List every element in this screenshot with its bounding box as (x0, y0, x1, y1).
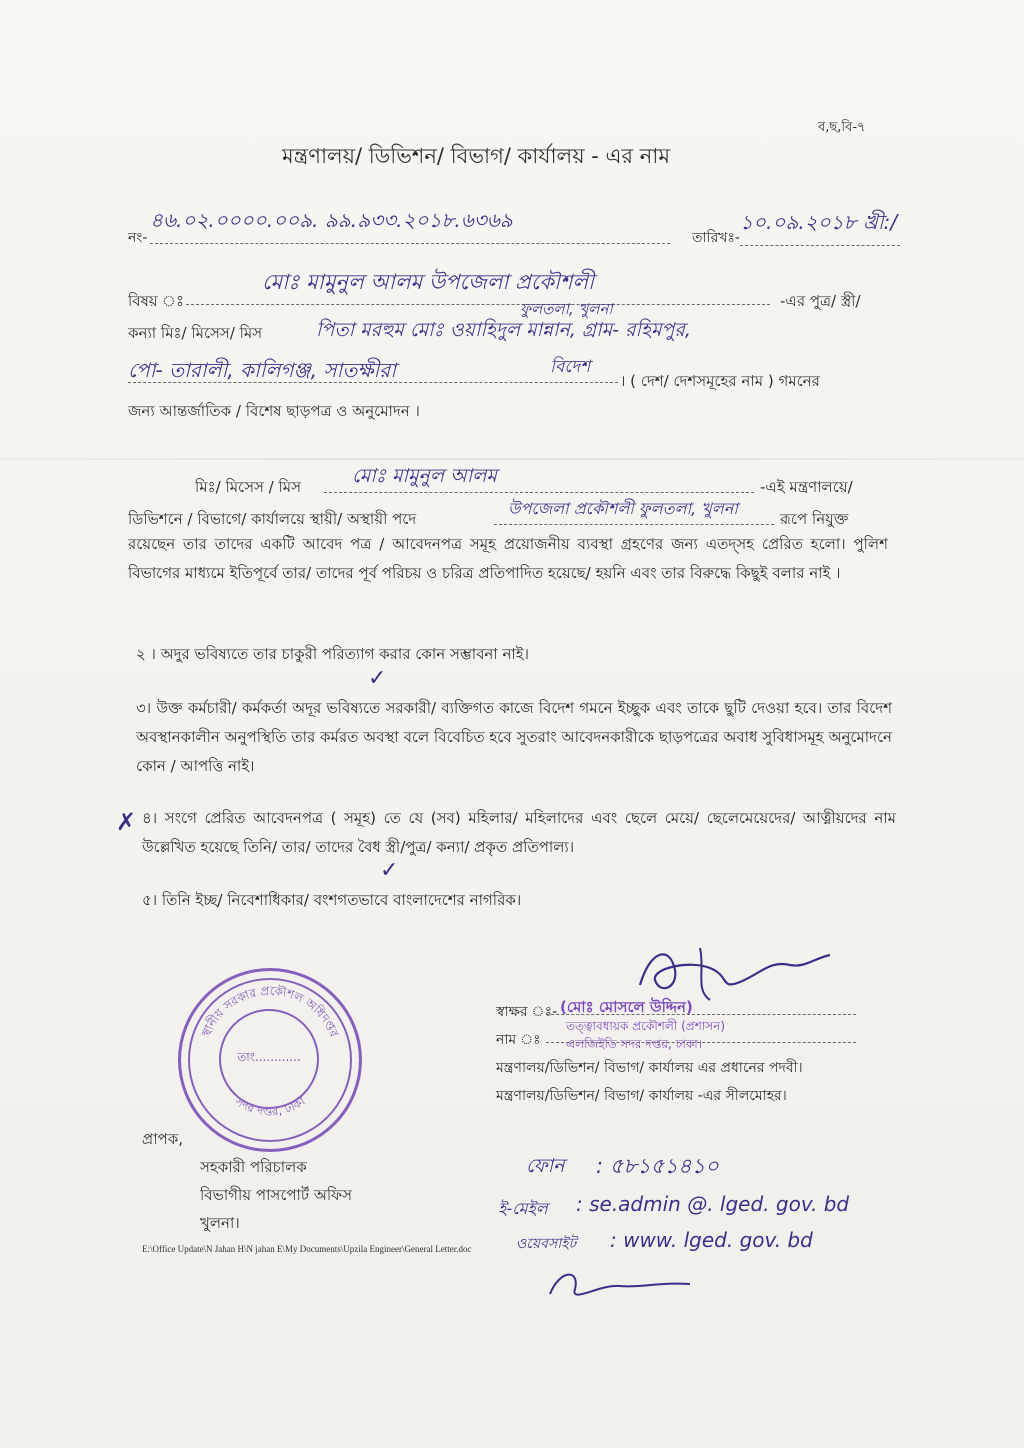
recipient-line3: খুলনা। (200, 1214, 240, 1232)
p1-line2-suffix: রূপে নিযুক্ত (780, 510, 849, 528)
p2: ২ । অদুর ভবিষ্যতে তার চাকুরী পরিত্যাগ করার কোন সম্ভাবনা নাই। (136, 645, 529, 663)
header-title: মন্ত্রণালয়/ ডিভিশন/ বিভাগ/ কার্যালয় - এর নাম (282, 144, 670, 168)
sign-line3: মন্ত্রণালয়/ডিভিশন/ বিভাগ/ কার্যালয় এর প্রধানের পদবী। (496, 1060, 803, 1076)
tick-mark-1: ✓ (368, 666, 387, 691)
subject-hand-place: ফুলতলা, খুলনা (520, 300, 613, 318)
p1-hand-name: মোঃ মামুনুল আলম (352, 465, 497, 487)
office-seal (178, 968, 362, 1152)
seal-inner (219, 1009, 319, 1109)
contact-email: : se.admin @. lged. gov. bd (576, 1192, 850, 1216)
name-label: নাম ঃ (496, 1032, 541, 1048)
recipient-line2: বিভাগীয় পাসপোর্ট অফিস (200, 1186, 352, 1204)
form-code: ব,ছ,বি-৭ (818, 120, 866, 135)
subject-hand-name: মোঃ মামুনুল আলম উপজেলা প্রকৌশলী (262, 270, 595, 294)
stamp-office: এলজিইডি সদর দপ্তর, ঢাকা। (566, 1037, 703, 1051)
p1-body: রয়েছেন তার তাদের একটি আবেদ পত্র / আবেদনপত্র সমূহ প্রয়োজনীয় ব্যবস্থা গ্রহণের জন্য এতদ্সহ প্রেরিত হলো। পুলিশ বিভাগের মাধ্যমে ইতিপূর্বে তার/ তাদের পূর্ব পরিচয় ও চরিত্র প্রতিপাদিত হয়েছে/ হয়নি এবং তার বিরুদ্ধে কিছুই বলার নাই । (128, 535, 888, 582)
p5: ৫। তিনি ইচ্ছ/ নিবেশাধিকার/ বংশগতভাবে বাংলাদেশের নাগরিক। (142, 891, 522, 909)
memo-number: ৪৬.০২.০০০০.০০৯. ৯৯.৯৩৩.২০১৮.৬৩৬৯ (150, 206, 670, 244)
subject-country-suffix: । ( দেশ/ দেশসমূহের নাম ) গমনের (620, 372, 820, 390)
contact-web: : www. lged. gov. bd (610, 1228, 813, 1252)
p1-prefix: মিঃ/ মিসেস / মিস (195, 478, 302, 496)
memo-label: নং- (128, 230, 148, 246)
sign-label: স্বাক্ষর ঃ- (496, 1004, 558, 1020)
p1-suffix: -এই মন্ত্রণালয়ে/ (760, 478, 853, 496)
p1-hand-post: উপজেলা প্রকৌশলী ফুলতলা, খুলনা (508, 499, 738, 518)
subject-hand-father: পিতা মরহুম মোঃ ওয়াহিদুল মান্নান, গ্রাম- রহিমপুর, (316, 319, 691, 341)
address-dash-line (128, 366, 618, 383)
file-path: E:\Office Update\N Jahan H\N jahan E\My Documents\Upzila Engineer\General Letter.doc (142, 1244, 472, 1254)
contact-phone: : ৫৮১৫১৪১০ (596, 1154, 719, 1178)
memo-date-label: তারিখঃ- (692, 230, 740, 246)
p1-line2-prefix: ডিভিশনে / বিভাগে/ কার্যালয়ে স্থায়ী/ অস্থায়ী পদে (128, 510, 417, 528)
seal-inner-text: তাং............ (237, 1050, 301, 1064)
sign-line4: মন্ত্রণালয়/ডিভিশন/ বিভাগ/ কার্যালয় -এর সীলমোহর। (496, 1088, 787, 1104)
tick-mark-2: ✓ (380, 858, 399, 883)
subject-suffix: -এর পুত্র/ স্ত্রী/ (780, 292, 861, 310)
seal-bottom-text: সদর দপ্তর, ঢাকা (232, 1093, 308, 1119)
stamp-title: তত্ত্বাবধায়ক প্রকৌশলী (প্রশাসন) (566, 1019, 726, 1033)
memo-date: ১০.০৯.২০১৮ খ্রী:/ (740, 208, 900, 246)
contact-phone-label: ফোন (526, 1155, 565, 1177)
subject-hand-country: বিদেশ (550, 357, 591, 377)
recipient-line1: সহকারী পরিচালক (200, 1158, 307, 1176)
seal-top-text: স্থানীয় সরকার প্রকৌশল অধিদপ্তর (198, 983, 342, 1040)
recipient-label: প্রাপক, (142, 1130, 183, 1148)
initial-scribble (540, 1264, 720, 1304)
subject-label: বিষয় ঃ (128, 292, 184, 310)
subject-line2-prefix: কন্যা মিঃ/ মিসেস/ মিস (128, 324, 263, 342)
subject-hand-address: পো- তারালী, কালিগঞ্জ, সাতক্ষীরা (128, 358, 397, 382)
stamp-name: (মোঃ মোসলে উদ্দিন) (560, 998, 693, 1016)
p4-cross-mark: ✗ (116, 808, 137, 836)
p4: ৪। সংগে প্রেরিত আবেদনপত্র ( সমূহ) তে যে (সব) মহিলার/ মহিলাদের এবং ছেলে মেয়ে/ ছেলেমেয়েদের/ আত্নীয়দের নাম উল্লেখিত হয়েছে তিনি/ তার/ তাদের বৈধ স্ত্রী/পুত্র/ কন্যা/ প্রকৃত প্রতিপাল্য। (142, 809, 896, 856)
contact-email-label: ই-মেইল (498, 1199, 548, 1218)
paper-fold (0, 458, 1024, 460)
p3: ৩। উক্ত কর্মচারী/ কর্মকর্তা অদূর ভবিষ্যতে সরকারী/ ব্যক্তিগত কাজে বিদেশ গমনে ইচ্ছুক এবং তাকে ছুটি দেওয়া হবে। তার বিদেশ অবস্থানকালীন অনুপস্থিতি তার কর্মরত অবস্থা বলে বিবেচিত হবে সুতরাং আবেদনকারীকে ছাড়পত্রের অবাধ সুবিধাসমূহ অনুমোদনে কোন / আপত্তি নাই। (136, 699, 892, 775)
contact-web-label: ওয়েবসাইট (516, 1236, 577, 1252)
subject-line4: জন্য আন্তর্জাতিক / বিশেষ ছাড়পত্র ও অনুমোদন । (128, 402, 420, 420)
